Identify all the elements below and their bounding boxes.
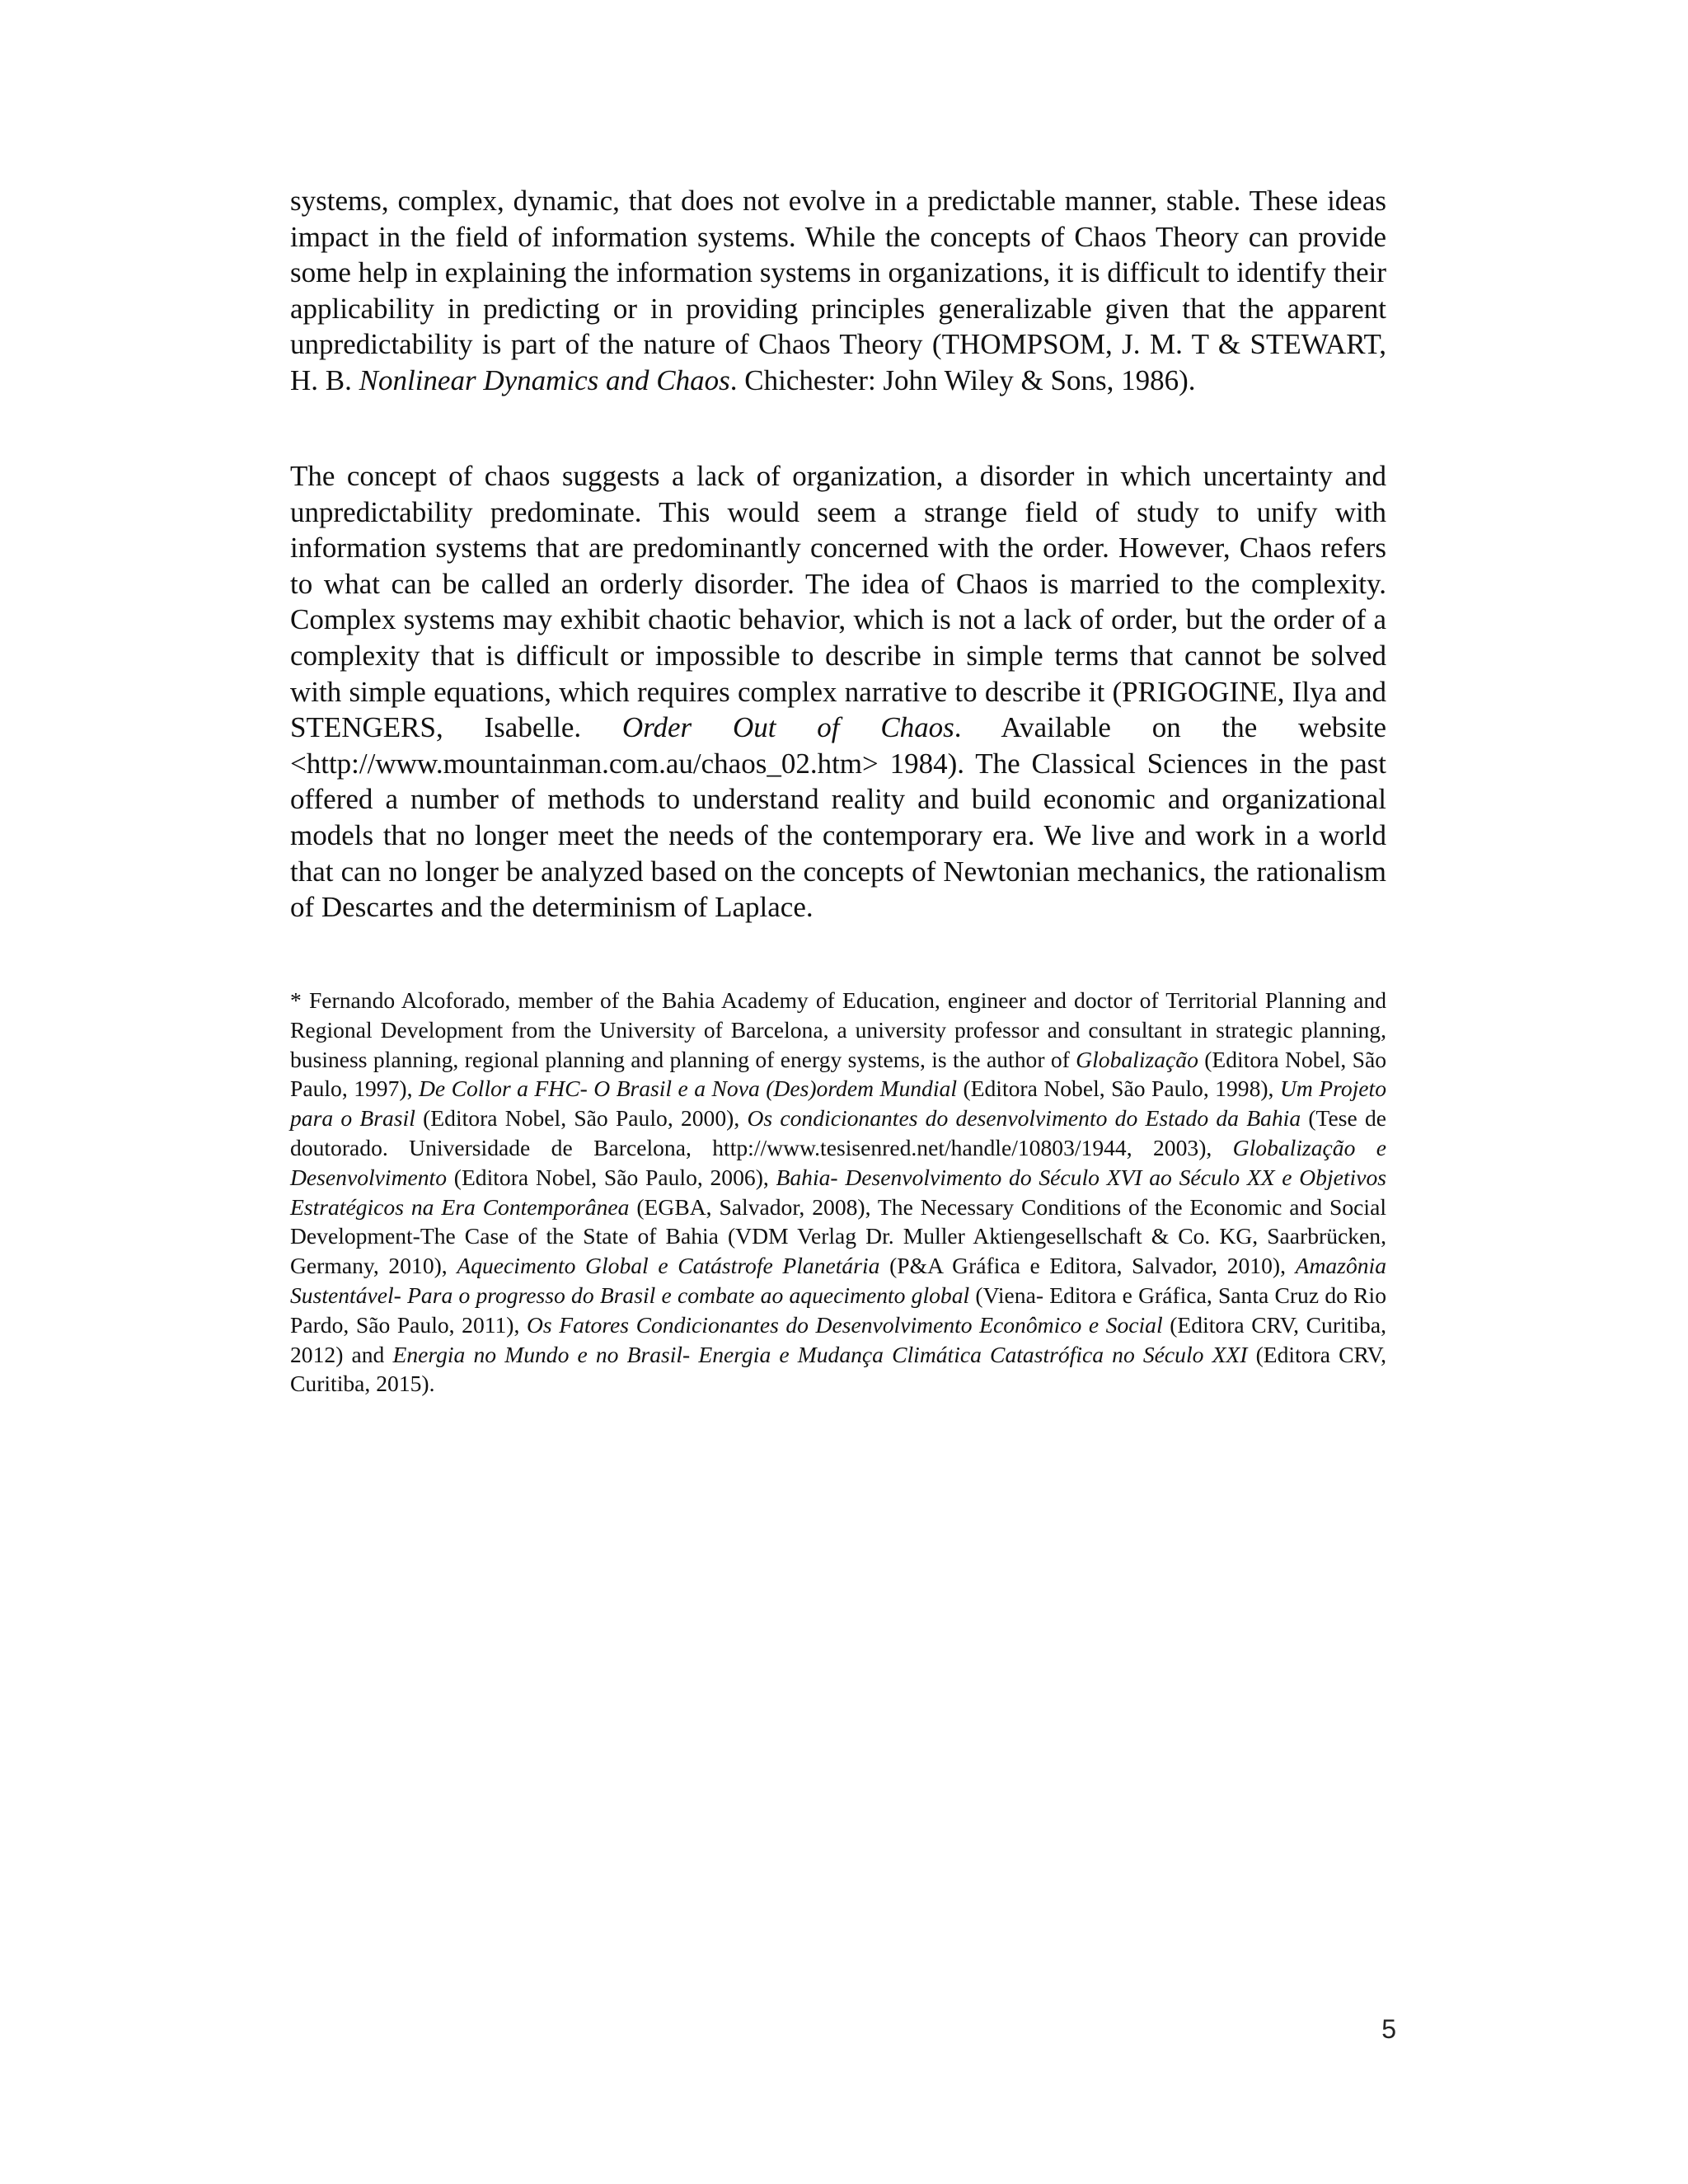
footnote-text: (Viena- Editora e Gráfica, Santa Cruz do Rio Pardo, São Paulo, 2011), bbox=[290, 1282, 1386, 1338]
book-title: Um Projeto para o Brasil bbox=[290, 1076, 1386, 1132]
footnote-text: (Editora Nobel, São Paulo, 2006), bbox=[447, 1164, 776, 1190]
book-title: Os condicionantes do desenvolvimento do Estado da Bahia bbox=[747, 1105, 1301, 1132]
footnote-text: (EGBA, Salvador, 2008), The Necessary Conditions of the Economic and Social Development-The Case of the State of Bahia (VDM Verlag Dr. Muller Aktiengesellschaft & Co. KG, Saarbrücken, Germany, 2010), bbox=[290, 1193, 1386, 1279]
paragraph-text: . Chichester: John Wiley & Sons, 1986). bbox=[729, 363, 1196, 396]
book-title: Energia no Mundo e no Brasil- Energia e Mudança Climática Catastrófica no Século XXI bbox=[392, 1341, 1248, 1367]
book-title: De Collor a FHC- O Brasil e a Nova (Des)ordem Mundial bbox=[418, 1076, 957, 1102]
page-number: 5 bbox=[1381, 2014, 1396, 2044]
author-footnote bbox=[290, 986, 1386, 1399]
paragraph-text: . Available on the website <http://www.mountainman.com.au/chaos_02.htm> 1984). The Classical Sciences in the past offered a number of methods to understand reality and build economic and organizational models that no longer meet the needs of the contemporary era. We live and work in a world that can no longer be analyzed based on the concepts of Newtonian mechanics, the rationalism of Descartes and the determinism of Laplace. bbox=[290, 711, 1386, 924]
paragraph-text: The concept of chaos suggests a lack of organization, a disorder in which uncertainty and unpredictability predominate. This would seem a strange field of study to unify with information systems that are predominantly concerned with the order. However, Chaos refers to what can be called an orderly disorder. The idea of Chaos is married to the complexity. Complex systems may exhibit chaotic behavior, which is not a lack of order, but the order of a complexity that is difficult or impossible to describe in simple terms that cannot be solved with simple equations, which requires complex narrative to describe it (PRIGOGINE, Ilya and STENGERS, Isabelle. bbox=[290, 460, 1386, 744]
footnote-text: (Editora CRV, Curitiba, 2012) and bbox=[290, 1311, 1386, 1367]
book-title: Aquecimento Global e Catástrofe Planetária bbox=[457, 1253, 880, 1279]
footnote-text: (Editora Nobel, São Paulo, 1997), bbox=[290, 1046, 1387, 1102]
book-title: Bahia- Desenvolvimento do Século XVI ao Século XX e Objetivos Estratégicos na Era Contemporânea bbox=[290, 1164, 1386, 1220]
footnote-text: (Tese de doutorado. Universidade de Barcelona, http://www.tesisenred.net/handle/10803/1944, 2003), bbox=[290, 1105, 1386, 1160]
book-title: Globalização bbox=[1076, 1046, 1198, 1072]
book-title: Os Fatores Condicionantes do Desenvolvimento Econômico e Social bbox=[526, 1311, 1163, 1338]
footnote-text: * Fernando Alcoforado, member of the Bahia Academy of Education, engineer and doctor of Territorial Planning and Regional Development from the University of Barcelona, a university professor and consultant in strategic planning, business planning, regional planning and planning of energy systems, is the author of bbox=[290, 987, 1386, 1072]
footnote-text: (P&A Gráfica e Editora, Salvador, 2010), bbox=[879, 1253, 1296, 1279]
book-title: Globalização e Desenvolvimento bbox=[290, 1134, 1387, 1190]
paragraph-text: systems, complex, dynamic, that does not evolve in a predictable manner, stable. These ideas impact in the field of information systems. While the concepts of Chaos Theory can provide some help in explaining the information systems in organizations, it is difficult to identify their applicability in predicting or in providing principles generalizable given that the apparent unpredictability is part of the nature of Chaos Theory (THOMPSOM, J. M. T & STEWART, H. B. bbox=[290, 185, 1386, 396]
footnote-text: (Editora Nobel, São Paulo, 2000), bbox=[415, 1105, 748, 1132]
footnote-text: (Editora CRV, Curitiba, 2015). bbox=[290, 1341, 1386, 1397]
body-paragraph-2 bbox=[290, 458, 1386, 926]
body-paragraph-1 bbox=[290, 183, 1386, 399]
book-title: Order Out of Chaos bbox=[621, 711, 954, 744]
footnote-text: (Editora Nobel, São Paulo, 1998), bbox=[956, 1076, 1280, 1102]
book-title: Nonlinear Dynamics and Chaos bbox=[359, 363, 730, 396]
book-title: Amazônia Sustentável- Para o progresso do Brasil e combate ao aquecimento global bbox=[290, 1253, 1386, 1308]
